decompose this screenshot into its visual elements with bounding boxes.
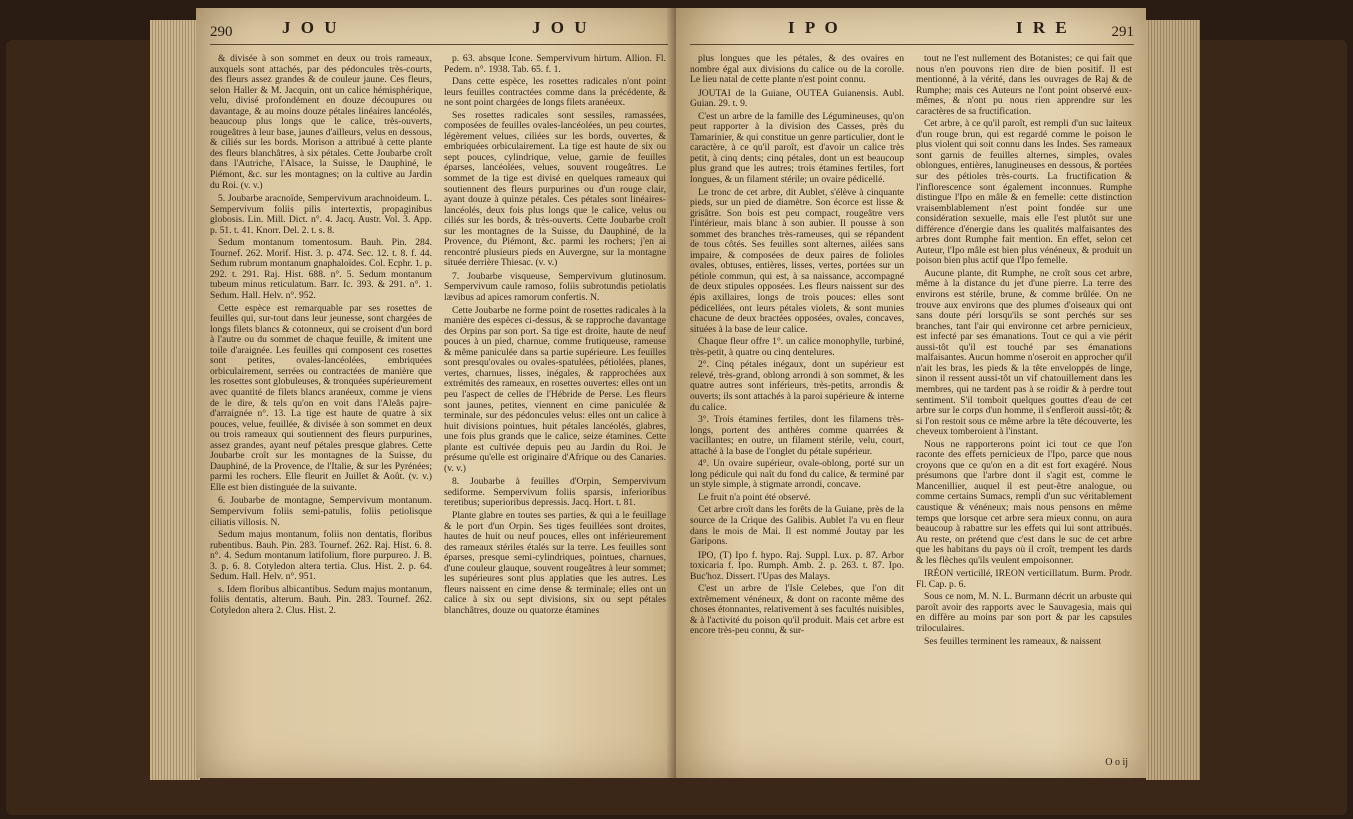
paragraph: Chaque fleur offre 1°. un calice monophylle, turbiné, très-petit, à quatre ou cinq dentelures.	[690, 336, 904, 358]
paragraph: 8. Joubarbe à feuilles d'Orpin, Sempervivum sediforme. Sempervivum foliis sparsis, inferioribus teretibus; superioribus depressis. Jacq. Hort. t. 81.	[444, 476, 666, 509]
paragraph: Cet arbre, à ce qu'il paroît, est rempli d'un suc laiteux d'un rouge brun, qui est regardé comme le poison le plus violent qui soit connu dans les Indes. Ses rameaux sont garnis de feuilles alternes, simples, ovales oblongues, entières, lanugineuses en dessous, & portées sur des pétioles très-courts. La fructification & l'inflorescence sont également inconnues. Rumphe distingue l'Ipo en mâle & en femelle: cette distinction vraisemblablement n'est point fondée sur une considération sexuelle, mais elle l'est plutôt sur une différence d'énergie dans les qualités malfaisantes des arbres dont Rumphe fait mention. En effet, selon cet Auteur, l'Ipo mâle est bien plus vénéneux, & produit un poison bien plus actif que l'Ipo femelle.	[916, 118, 1132, 267]
paragraph: C'est un arbre de la famille des Légumineuses, qu'on peut rapporter à la division des Casses, près du Tamarinier, & qui constitue un genre particulier, dont le caractère, à ce qu'il paroît, est d'avoir un calice très petit, à cinq dents; cinq pétales, dont un est beaucoup plus grand que les autres; trois étamines fertiles, fort longues, & un filament stérile; un ovaire pédicellé.	[690, 110, 904, 186]
paragraph: Ses feuilles terminent les rameaux, & naissent	[924, 635, 1102, 647]
text-column-2	[444, 54, 666, 618]
paragraph: p. 63. absque Icone. Sempervivum hirtum. Allion. Fl. Pedem. n°. 1938. Tab. 65. f. 1.	[444, 53, 666, 75]
paragraph: 5. Joubarbe aracnoïde, Sempervivum arachnoideum. L. Sempervivum foliis pilis intertextis, propaginibus globosis. Lin. Mill. Dict. n°. 4. Jacq. Austr. Vol. 3. App. p. 51. t. 41. Knorr. Del. 2. t. s. 8.	[210, 193, 432, 236]
paragraph: s. Idem floribus albicantibus. Sedum majus montanum, foliis dentatis, alterum. Bauh. Pin. 283. Tournef. 262. Cotyledon altera 2. Clus. Hist. 2.	[210, 583, 432, 616]
text-column-1	[210, 54, 432, 618]
paragraph: Le tronc de cet arbre, dit Aublet, s'élève à cinquante pieds, sur un pied de diamètre. Son écorce est lisse & grisâtre. Son bois est peu compact, rougeâtre vers l'intérieur, mais blanc à son aubier. Il pousse à son sommet des branches très-rameuses, qui se répandent de tous côtés. Ses feuilles sont alternes, ailées sans impaire, & composées de deux paires de folioles ovales, obtuses, entières, lisses, vertes, portées sur un pétiole commun, qui est, à sa naissance, accompagné de deux stipules opposées. Les fleurs naissent sur des épis axillaires, longs de trois pouces: elles sont pédicellées, ont leurs pétales violets, & sont munies chacune de deux bractées opposées, ovales, concaves, situées à la base de leur calice.	[690, 186, 904, 335]
running-head: J O U	[282, 18, 340, 37]
paragraph: Sous ce nom, M. N. L. Burmann décrit un arbuste qui paroît avoir des rapports avec le Sauvagesia, mais qui en diffère au moins par son port & par les capsules triloculaires.	[916, 591, 1132, 634]
paragraph: Plante glabre en toutes ses parties, & qui a le feuillage & le port d'un Orpin. Ses tiges feuillées sont droites, hautes de huit ou neuf pouces, elles ont inférieurement des rameaux stériles étalés sur la terre. Les feuilles sont éparses, presque semi-cylindriques, pointues, charnues, d'une couleur glauque, souvent rougeâtres à leur sommet; les supérieures sont plus applaties que les autres. Les fleurs naissent en cime dense & terminale; elles ont un calice à six ou sept divisions, six ou sept pétales blanchâtres, douze ou quatorze étamines	[444, 509, 666, 616]
running-head: I P O	[788, 18, 841, 37]
text-column-1	[690, 54, 904, 639]
paragraph: IRÉON verticillé, IREON verticillatum. Burm. Prodr. Fl. Cap. p. 6.	[916, 568, 1132, 590]
page-number: 291	[1111, 24, 1134, 40]
paragraph: Sedum montanum tomentosum. Bauh. Pin. 284. Tournef. 262. Morif. Hist. 3. p. 474. Sec. 12. t. 8. f. 44. Sedum rubrum montanum gnaphaloïdes. Col. Ecphr. 1. p. 292. t. 291. Raj. Hist. 688. n°. 5. Sedum montanum tubeum minus reticulatum. Barr. Ic. 393. & 291. n°. 1. Sedum. Hall. Helv. n°. 952.	[210, 237, 432, 302]
text-column-2	[916, 54, 1132, 649]
paragraph: Cette espèce est remarquable par ses rosettes de feuilles qui, sur-tout dans leur jeunesse, sont chargées de longs filets blancs & cotonneux, qui se croisent d'un bord à l'autre ou du sommet de chaque feuille, & imitent une toile d'araignée. Les feuilles qui composent ces rosettes sont petites, ovales-lancéolées, embriquées orbiculairement, serrées ou contractées de manière que les rosettes sont globuleuses, & tronquées supérieurement avec quantité de filets blancs aranéeux, comme je viens de le dire, & tels qu'on en voit dans l'Aleâs pajre-d'arraignée n°. 13. La tige est haute de quatre à six pouces, velue, feuillée, & divisée à son sommet en deux ou trois rameaux qui soutiennent des fleurs purpurines, assez grandes, ayant neuf pétales presque glabres. Cette Joubarbe croît sur les montagnes de la Suisse, du Dauphiné, de la Provence, de l'Italie, & sur les Pyrénées; parmi les rochers. Elle fleurit en Juillet & Août. (v. v.) Elle est bien distinguée de la suivante.	[210, 302, 432, 493]
paragraph: Dans cette espèce, les rosettes radicales n'ont point leurs feuilles contractées comme dans la précédente, & ne sont point chargées de longs filets aranéeux.	[444, 76, 666, 109]
left-page-edges	[150, 20, 200, 780]
paragraph: & divisée à son sommet en deux ou trois rameaux, auxquels sont attachés, par des pédoncules très-courts, des fleurs assez grandes & de couleur jaune. Ces fleurs, selon Haller & M. Jacquin, ont un calice hémisphérique, velu, divisé profondément en douze découpures ou davantage, & au moins douze pétales linéaires lancéolés, beaucoup plus longs que le calice, très-ouverts, rougeâtres à leur base, jaunes d'ailleurs, velus en dessous, & ciliés sur les bords. Morison a attribué à cette plante des fleurs blanchâtres, à six pétales. Cette Joubarbe croît dans l'Autriche, l'Alsace, la Suisse, le Dauphiné, le Piémont, &c. sur les montagnes; on la cultive au Jardin du Roi. (v. v.)	[210, 53, 432, 191]
paragraph: Cette Joubarbe ne forme point de rosettes radicales à la manière des espèces ci-dessus, & se rapproche davantage des Orpins par son port. Sa tige est droite, haute de neuf pouces à un pied, charnue, comme frutiqueuse, rameuse & même paniculée dans sa partie supérieure. Les feuilles sont presqu'ovales ou ovales-spatulées, pétiolées, planes, vertes, charnues, lisses, inégales, & rapprochées aux extrémités des rameaux, en rosettes ouvertes: elles ont un peu l'aspect de celles de l'Hébride de Perse. Les fleurs sont jaunes, petites, viennent en cime paniculée & terminale, sur des pédoncules velus: elles ont un calice à huit divisions pointues, huit pétales lancéolés, glabres, une fois plus grands que le calice, seize étamines. Cette plante est cultivée depuis peu au Jardin du Roi. Je présume qu'elle est originaire d'Afrique ou des Canaries. (v. v.)	[444, 304, 666, 474]
paragraph: 3°. Trois étamines fertiles, dont les filamens très-longs, portent des anthères comme quarrées & vacillantes; en outre, un filament stérile, velu, court, attaché à la base de l'onglet du pétale supérieur.	[690, 414, 904, 457]
page-number: 290	[210, 24, 233, 40]
running-head: J O U	[532, 18, 590, 37]
header-rule	[690, 44, 1134, 45]
running-head: I R E	[1016, 18, 1070, 37]
paragraph: IPO, (T) Ipo f. hypo. Raj. Suppl. Lux. p. 87. Arbor toxicaria f. Ipo. Rumph. Amb. 2. p. 263. t. 87. Ipo. Buc'hoz. Dissert. l'Upas des Malays.	[690, 549, 904, 582]
paragraph: 2°. Cinq pétales inégaux, dont un supérieur est relevé, très-grand, oblong arrondi à son sommet, & les quatre autres sont inférieurs, très-petits, arrondis & ouverts; ils sont attachés à la paroi supérieure & interne du calice.	[690, 359, 904, 413]
right-page	[676, 8, 1146, 778]
paragraph: 7. Joubarbe visqueuse, Sempervivum glutinosum. Sempervivum caule ramoso, foliis subrotundis petiolatis lævibus ad apices ramorum confertis. N.	[444, 270, 666, 304]
paragraph: 4°. Un ovaire supérieur, ovale-oblong, porté sur un long pédicule qui naît du fond du calice, & terminé par un style simple, à stigmate arrondi, concave.	[690, 458, 904, 491]
signature-mark: O o ij	[1105, 757, 1128, 768]
paragraph: plus longues que les pétales, & des ovaires en nombre égal aux divisions du calice ou de la corolle. Le lieu natal de cette plante n'est point connu.	[690, 53, 904, 86]
paragraph: Cet arbre croît dans les forêts de la Guiane, près de la source de la Crique des Galibis. Aublet l'a vu en fleur dans le mois de Mai. Il est nommé Joutay par les Garipons.	[690, 504, 904, 548]
left-page	[196, 8, 682, 778]
paragraph: JOUTAI de la Guiane, OUTEA Guianensis. Aubl. Guian. 29. t. 9.	[690, 87, 904, 110]
paragraph: Ses rosettes radicales sont sessiles, ramassées, composées de feuilles ovales-lancéolées, un peu courtes, légèrement velues, ciliées sur les bords, ouvertes, & embriquées orbiculairement. La tige est haute de six ou sept pouces, cylindrique, velue, garnie de feuilles éparses, lancéolées, velues, souvent rougeâtres. Le sommet de la tige est divisé en quelques rameaux qui soutiennent des fleurs purpurines ou d'un rouge clair, ayant douze à quinze pétales. Ces pétales sont linéaires-lancéolés, deux fois plus longs que le calice, velus ou ciliés sur les bords, & très-ouverts. Cette Joubarbe croît sur les montagnes de la Suisse, du Dauphiné, de la Provence, du Piémont, &c. parmi les rochers; j'en ai rencontré plusieurs pieds en Auvergne, sur la montagne située derrière Thiesac. (v. v.)	[444, 109, 666, 269]
paragraph: C'est un arbre de l'Isle Celebes, que l'on dit extrêmement vénéneux, & dont on raconte même des choses étonnantes, relativement à ses facultés nuisibles, & à l'activité du poison qu'il produit. Mais cet arbre est encore très-peu connu, & sur-	[690, 583, 904, 637]
paragraph: Nous ne rapporterons point ici tout ce que l'on raconte des effets pernicieux de l'Ipo, parce que nous croyons que ce qu'on en a dit est fort exagéré. Nous présumons que l'arbre dont il s'agit est, comme le Mancenillier, auquel il est peut-être analogue, ou comme certains Sumacs, rempli d'un suc véritablement caustique & vénéneux; mais nous pensons en même temps que lorsque cet arbre sera mieux connu, on aura beaucoup à rabattre sur les effets qui lui sont attribués. Au reste, on prétend que c'est dans le suc de cet arbre que les habitans du pays où il croît, trempent les dards & les flèches qu'ils veulent empoisonner.	[916, 438, 1132, 566]
paragraph: Sedum majus montanum, foliis non dentatis, floribus rubentibus. Bauh. Pin. 283. Tournef. 262. Raj. Hist. 6. 8. n°. 4. Sedum montanum latifolium, flore purpureo. J. B. 3. p. 6. 8. Cotyledon altera tertia. Clus. Hist. 2. p. 64. Sedum. Hall. Helv. n°. 951.	[210, 529, 432, 583]
right-page-edges	[1146, 20, 1200, 780]
header-rule	[210, 44, 668, 45]
paragraph: Aucune plante, dit Rumphe, ne croît sous cet arbre, même à la distance du jet d'une pierre. La terre des environs est stérile, brune, & comme brûlée. On ne trouve aux environs que des plumes d'oiseaux qui ont sans doute péri lorsqu'ils se sont perchés sur ses branches, tant l'air qui environne cet arbre pernicieux, est infecté par ses émanations. Tout ce qui a vie périt aussi-tôt qu'il est touché par ses émanations malfaisantes. Aucun homme n'oseroit en approcher qu'il n'ait les bras, les pieds & la tête enveloppés de linge, sinon il ressent aussi-tôt un vif chatouillement dans les membres, qui ne tardent pas à se roidir & à perdre tout sentiment. S'il tomboit quelques gouttes d'eau de cet arbre sur le corps d'un homme, il s'enfleroit aussi-tôt; & si l'on restoit sous ce même arbre la tête découverte, les cheveux tomberoient à l'instant.	[916, 267, 1132, 438]
paragraph: Le fruit n'a point été observé.	[698, 491, 811, 503]
paragraph: 6. Joubarbe de montagne, Sempervivum montanum. Sempervivum foliis semi-patulis, foliis petiolisque ciliatis villosis. N.	[210, 495, 432, 528]
paragraph: tout ne l'est nullement des Botanistes; ce qui fait que nous n'en pouvons rien dire de bien positif. Il est mentionné, à la vérité, dans les ouvrages de Raj & de Rumphe; mais ces Auteurs ne l'ont point observé eux-mêmes, & n'ont pu nous rien apprendre sur les caractères de sa fructification.	[916, 53, 1132, 117]
